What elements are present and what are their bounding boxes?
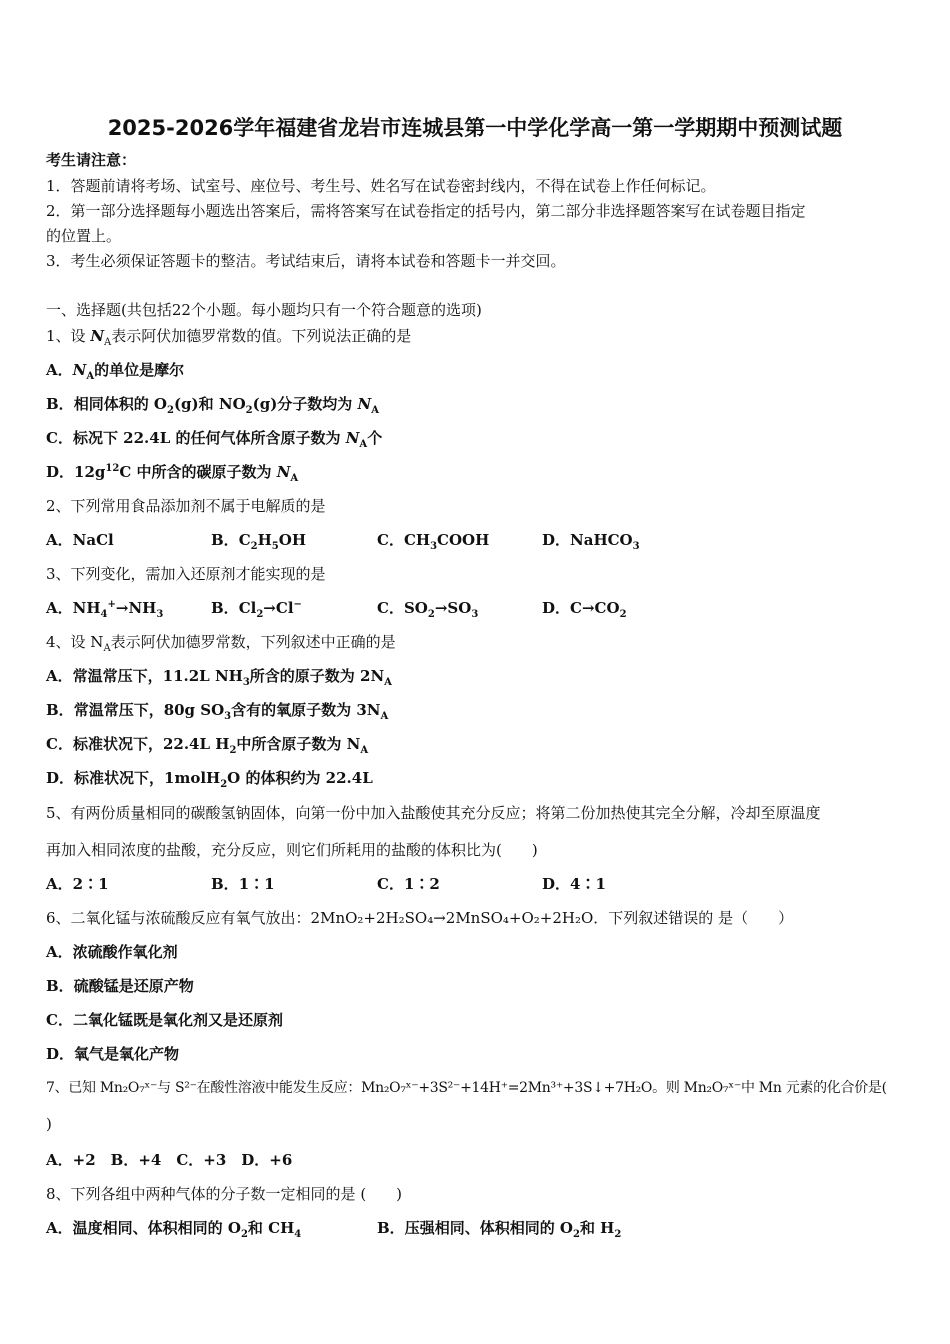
notice-item: 3．考生必须保证答题卡的整洁。考试结束后，请将本试卷和答题卡一并交回。: [46, 252, 566, 270]
notice-item: 2．第一部分选择题每小题选出答案后，需将答案写在试卷指定的括号内，第二部分非选择题答案写在试卷题目指定: [46, 202, 806, 220]
option-a[interactable]: A．$NH_4^+\to NH_3$: [46, 599, 164, 620]
notice-item: 1．答题前请将考场、试室号、座位号、考生号、姓名写在试卷密封线内，不得在试卷上作任何标记。: [46, 177, 716, 195]
option-a[interactable]: A．常温常压下，11.2L $NH_3$所含的原子数为 $2N_A$: [46, 667, 392, 688]
option-b[interactable]: B．常温常压下，80g $SO_3$含有的氧原子数为 $3N_A$: [46, 701, 389, 722]
option-c[interactable]: C．二氧化锰既是氧化剂又是还原剂: [46, 1011, 283, 1029]
question-stem: 4、设 $N_A$表示阿伏加德罗常数，下列叙述中正确的是: [46, 633, 396, 654]
option-a[interactable]: A．浓硫酸作氧化剂: [46, 943, 178, 961]
option-b[interactable]: B．压强相同、体积相同的 $O_2$和 $H_2$: [377, 1219, 622, 1240]
option-c[interactable]: C．$CH_3COOH$: [377, 531, 490, 552]
notice-item: 的位置上。: [46, 227, 122, 245]
option-c[interactable]: C．1∶2: [377, 875, 440, 893]
option-c[interactable]: C．标况下 22.4L 的任何气体所含原子数为 $N_A$个: [46, 429, 383, 450]
option-b[interactable]: B．硫酸锰是还原产物: [46, 977, 194, 995]
option-b[interactable]: B．$Cl_2\to Cl^-$: [211, 599, 302, 620]
question-stem: 1、设 $N_A$表示阿伏加德罗常数的值。下列说法正确的是: [46, 327, 412, 348]
option-d[interactable]: D．$C\to CO_2$: [542, 599, 627, 620]
option-c[interactable]: C．标准状况下，22.4L $H_2$中所含原子数为 $N_A$: [46, 735, 369, 756]
option-a[interactable]: A．NaCl: [46, 531, 114, 549]
question-stem: 3、下列变化，需加入还原剂才能实现的是: [46, 565, 326, 583]
options-inline[interactable]: A．+2 B．+4 C．+3 D．+6: [46, 1151, 293, 1169]
option-a[interactable]: A．$N_A$的单位是摩尔: [46, 361, 185, 382]
question-stem: 7、已知 Mn₂O₇ˣ⁻与 S²⁻在酸性溶液中能发生反应：Mn₂O₇ˣ⁻+3S²⁻+14H⁺=2Mn³⁺+3S↓+7H₂O。则 Mn₂O₇ˣ⁻中 Mn 元素的化合价是(: [46, 1080, 887, 1096]
option-d[interactable]: D．NaHCO$_3$: [542, 531, 640, 552]
question-stem: 再加入相同浓度的盐酸，充分反应，则它们所耗用的盐酸的体积比为( ): [46, 841, 538, 859]
option-d[interactable]: D．4∶1: [542, 875, 606, 893]
option-d[interactable]: D．氧气是氧化产物: [46, 1045, 180, 1063]
option-b[interactable]: B．相同体积的 $O_2(g)$和 $NO_2(g)$分子数均为 $N_A$: [46, 395, 379, 416]
notice-heading: 考生请注意：: [46, 151, 137, 169]
question-stem: 5、有两份质量相同的碳酸氢钠固体，向第一份中加入盐酸使其充分反应；将第二份加热使其完全分解，冷却至原温度: [46, 804, 821, 822]
question-stem: 2、下列常用食品添加剂不属于电解质的是: [46, 497, 326, 515]
question-stem: ): [46, 1115, 52, 1133]
section-title: 一、选择题(共包括22个小题。每小题均只有一个符合题意的选项): [46, 301, 482, 319]
option-b[interactable]: B．$C_2H_5OH$: [211, 531, 307, 552]
option-b[interactable]: B．1∶1: [211, 875, 275, 893]
option-d[interactable]: D．标准状况下，1molH$_2$O 的体积约为 22.4L: [46, 769, 373, 790]
option-a[interactable]: A．2∶1: [46, 875, 109, 893]
option-d[interactable]: D．$12g^{12}C$ 中所含的碳原子数为 $N_A$: [46, 463, 299, 484]
question-stem: 6、二氧化锰与浓硫酸反应有氧气放出：2MnO₂+2H₂SO₄→2MnSO₄+O₂+2H₂O．下列叙述错误的 是（ ）: [46, 909, 794, 927]
page-title: 2025-2026学年福建省龙岩市连城县第一中学化学高一第一学期期中预测试题: [107, 116, 843, 140]
option-c[interactable]: C．$SO_2\to SO_3$: [377, 599, 479, 620]
question-stem: 8、下列各组中两种气体的分子数一定相同的是 ( ): [46, 1185, 403, 1203]
option-a[interactable]: A．温度相同、体积相同的 $O_2$和 $CH_4$: [46, 1219, 302, 1240]
